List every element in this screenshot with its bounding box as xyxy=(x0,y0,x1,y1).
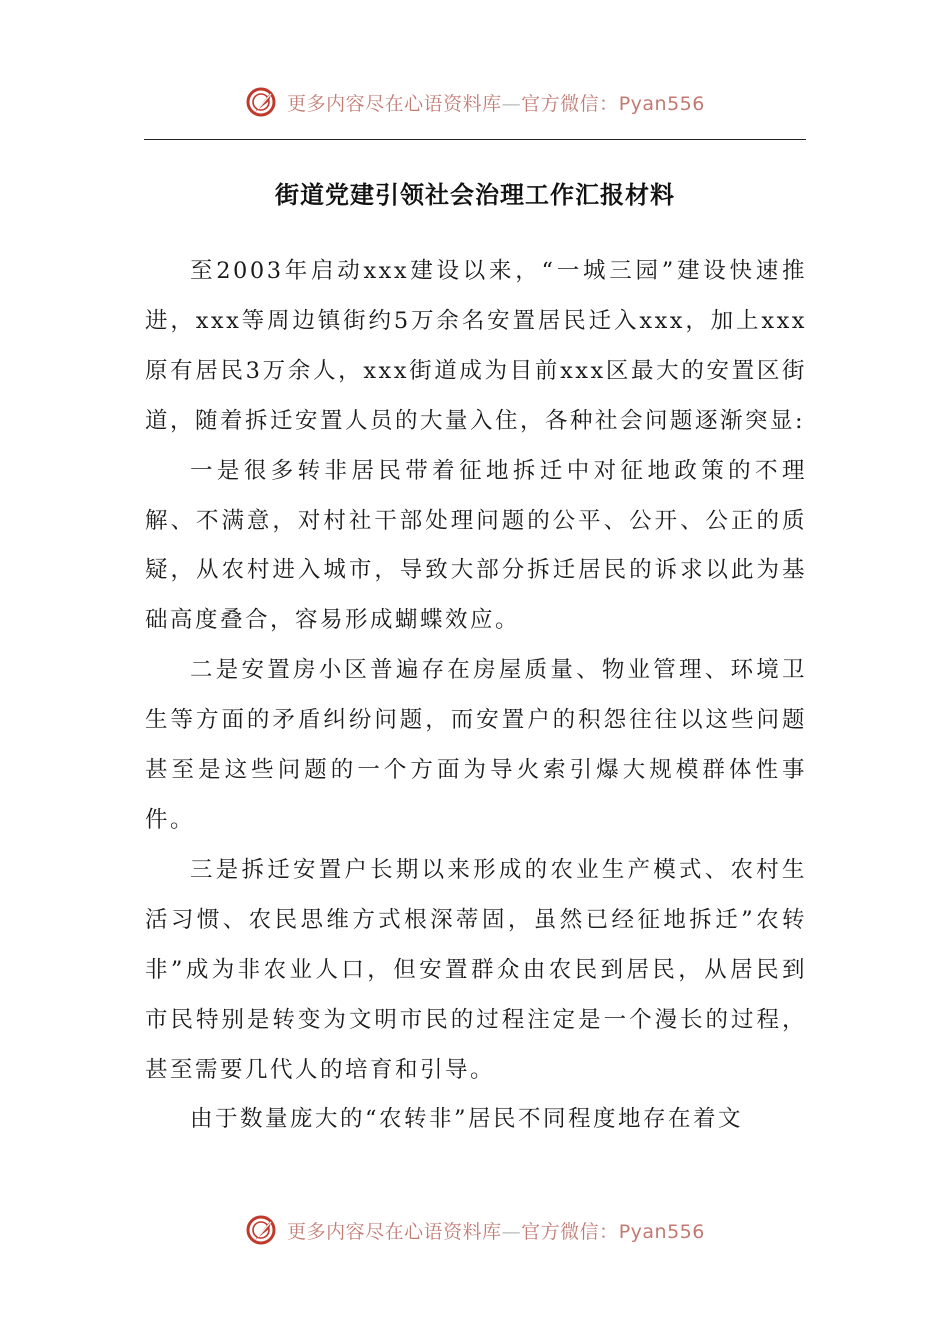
header-rule xyxy=(144,139,806,140)
paragraph: 二是安置房小区普遍存在房屋质量、物业管理、环境卫生等方面的矛盾纠纷问题，而安置户的积怨往往以这些问题甚至是这些问题的一个方面为导火索引爆大规模群体性事件。 xyxy=(145,657,807,833)
paragraph: 一是很多转非居民带着征地拆迁中对征地政策的不理解、不满意，对村社干部处理问题的公平、公开、公正的质疑，从农村进入城市，导致大部分拆迁居民的诉求以此为基础高度叠合，容易形成蝴蝶效应。 xyxy=(145,457,807,634)
document-body xyxy=(145,247,807,1145)
footer-watermark xyxy=(0,1210,950,1250)
header-watermark xyxy=(0,82,950,122)
quill-logo-icon xyxy=(245,1213,279,1247)
watermark-text: 更多内容尽在心语资料库—官方微信：Pyan556 xyxy=(287,92,705,115)
quill-logo-icon xyxy=(245,85,279,119)
paragraph: 由于数量庞大的“农转非”居民不同程度地存在着文 xyxy=(190,1106,744,1133)
paragraph: 三是拆迁安置户长期以来形成的农业生产模式、农村生活习惯、农民思维方式根深蒂固，虽然已经征地拆迁”农转非”成为非农业人口，但安置群众由农民到居民，从居民到市民特别是转变为文明市民的过程注定是一个漫长的过程，甚至需要几代人的培育和引导。 xyxy=(145,856,807,1083)
paragraph: 至2003年启动xxx建设以来，“一城三园”建设快速推进，xxx等周边镇街约5万余名安置居民迁入xxx，加上xxx原有居民3万余人，xxx街道成为目前xxx区最大的安置区街道，随着拆迁安置人员的大量入住，各种社会问题逐渐突显: xyxy=(145,258,807,434)
document-title: 街道党建引领社会治理工作汇报材料 xyxy=(275,181,675,209)
watermark-text: 更多内容尽在心语资料库—官方微信：Pyan556 xyxy=(287,1220,705,1243)
